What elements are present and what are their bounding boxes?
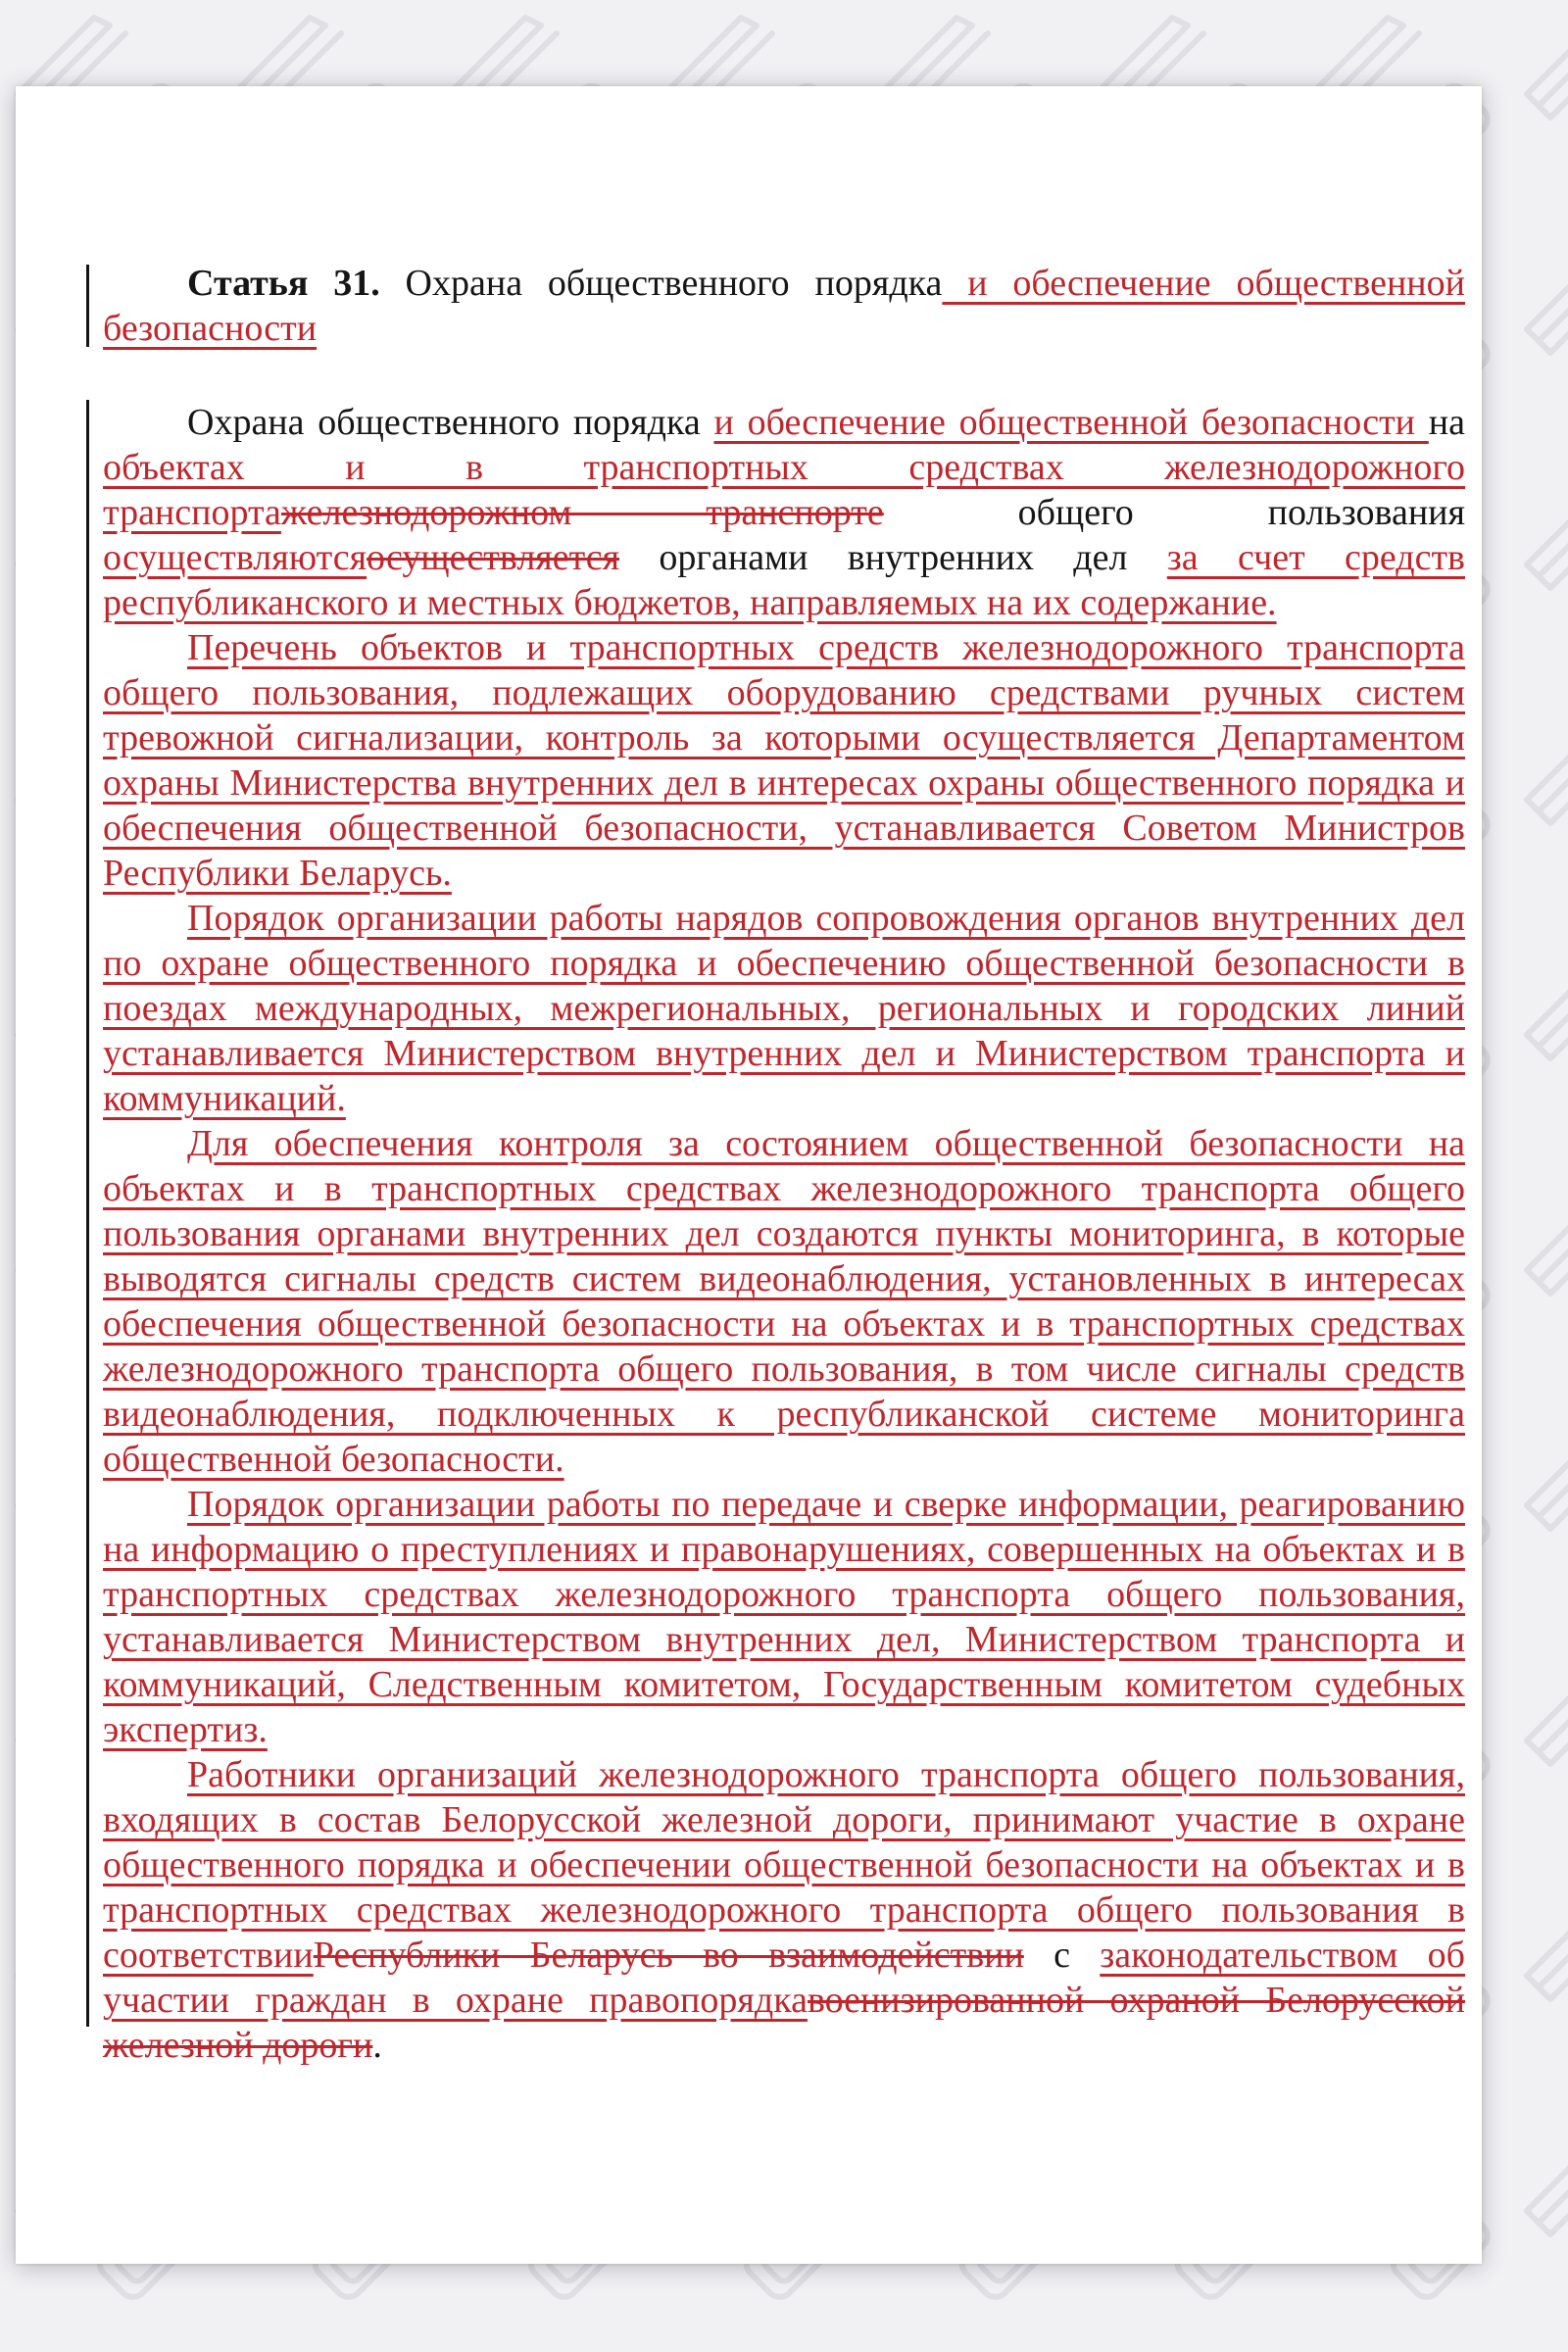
text-run-ins: осуществляются: [103, 537, 368, 578]
text-run-ins: законодательством об участии граждан в охране правопорядка: [103, 1935, 1465, 2021]
article-title: [103, 261, 1465, 351]
text-run-ins: Перечень объектов и транспортных средств железнодорожного транспорта общего пользования, подлежащих оборудованию средствами ручных систем тревожной сигнализации, контроль за которыми осуществляется Департаментом охраны Министерства внутренних дел в интересах охраны общественного порядка и обеспечения общественной безопасности, устанавливается Советом Министров Республики Беларусь.: [103, 627, 1465, 894]
text-run-normal: Охрана общественного порядка: [187, 402, 714, 443]
text-run-normal: Охрана общественного порядка: [379, 263, 943, 304]
text-run-normal: с: [1023, 1935, 1101, 1976]
text-run-ins: за счет средств республиканского и местных бюджетов, направляемых на их содержание.: [103, 537, 1465, 623]
text-run-ins: Работники организаций железнодорожного транспорта общего пользования, входящих в состав Белорусской железной дороги, принимают участие в охране общественного порядка и обеспечении общественной безопасности на объектах и в транспортных средствах железнодорожного транспорта общего пользования в соответствии: [103, 1754, 1465, 1976]
paragraph: [103, 1121, 1465, 1482]
text-run-ins: и обеспечение общественной безопасности: [713, 402, 1429, 443]
text-run-normal: на: [1428, 402, 1465, 443]
text-run-ins: объектах и в транспортных средствах железнодорожного транспорта: [103, 447, 1465, 533]
text-run-ins: Порядок организации работы нарядов сопровождения органов внутренних дел по охране общественного порядка и обеспечению общественной безопасности в поездах международных, межрегиональных, региональных и городских линий устанавливается Министерством внутренних дел и Министерством транспорта и коммуникаций.: [103, 898, 1465, 1119]
text-run-ins: Порядок организации работы по передаче и сверке информации, реагированию на информацию о преступлениях и правонарушениях, совершенных на объектах и в транспортных средствах железнодорожного транспорта общего пользования, устанавливается Министерством внутренних дел, Министерством транспорта и коммуникаций, Следственным комитетом, Государственным комитетом судебных экспертиз.: [103, 1484, 1465, 1750]
text-run-normal: органами внутренних дел: [619, 537, 1167, 578]
paragraph: [103, 1752, 1465, 2068]
text-run-ins: Для обеспечения контроля за состоянием общественной безопасности на объектах и в транспортных средствах железнодорожного транспорта общего пользования органами внутренних дел создаются пункты мониторинга, в которые выводятся сигналы средств систем видеонаблюдения, установленных в интересах обеспечения общественной безопасности на объектах и в транспортных средствах железнодорожного транспорта общего пользования, в том числе сигналы средств видеонаблюдения, подключенных к республиканской системе мониторинга общественной безопасности.: [103, 1123, 1465, 1480]
paragraph: [103, 400, 1465, 625]
paragraph: [103, 1482, 1465, 1752]
document-body: [103, 400, 1465, 2068]
text-run-normal: .: [372, 2025, 382, 2066]
text-run-normal: общего пользования: [883, 492, 1465, 533]
text-run-del: военизированной охраной Белорусской железной дороги: [103, 1980, 1466, 2066]
change-bar-title: [86, 265, 89, 347]
text-run-ins: и обеспечение общественной безопасности: [103, 263, 1465, 349]
document-content: [103, 261, 1465, 2068]
text-run-del: осуществляется: [367, 537, 620, 578]
paragraph: [103, 625, 1465, 896]
paragraph: [103, 896, 1465, 1121]
text-run-del: Республики Беларусь во взаимодействии: [313, 1935, 1024, 1976]
text-run-del: железнодорожном транспорте: [280, 492, 884, 533]
document-page: [16, 86, 1482, 2264]
text-run-bold: Статья 31.: [187, 263, 380, 304]
change-bar-body: [86, 400, 89, 2027]
